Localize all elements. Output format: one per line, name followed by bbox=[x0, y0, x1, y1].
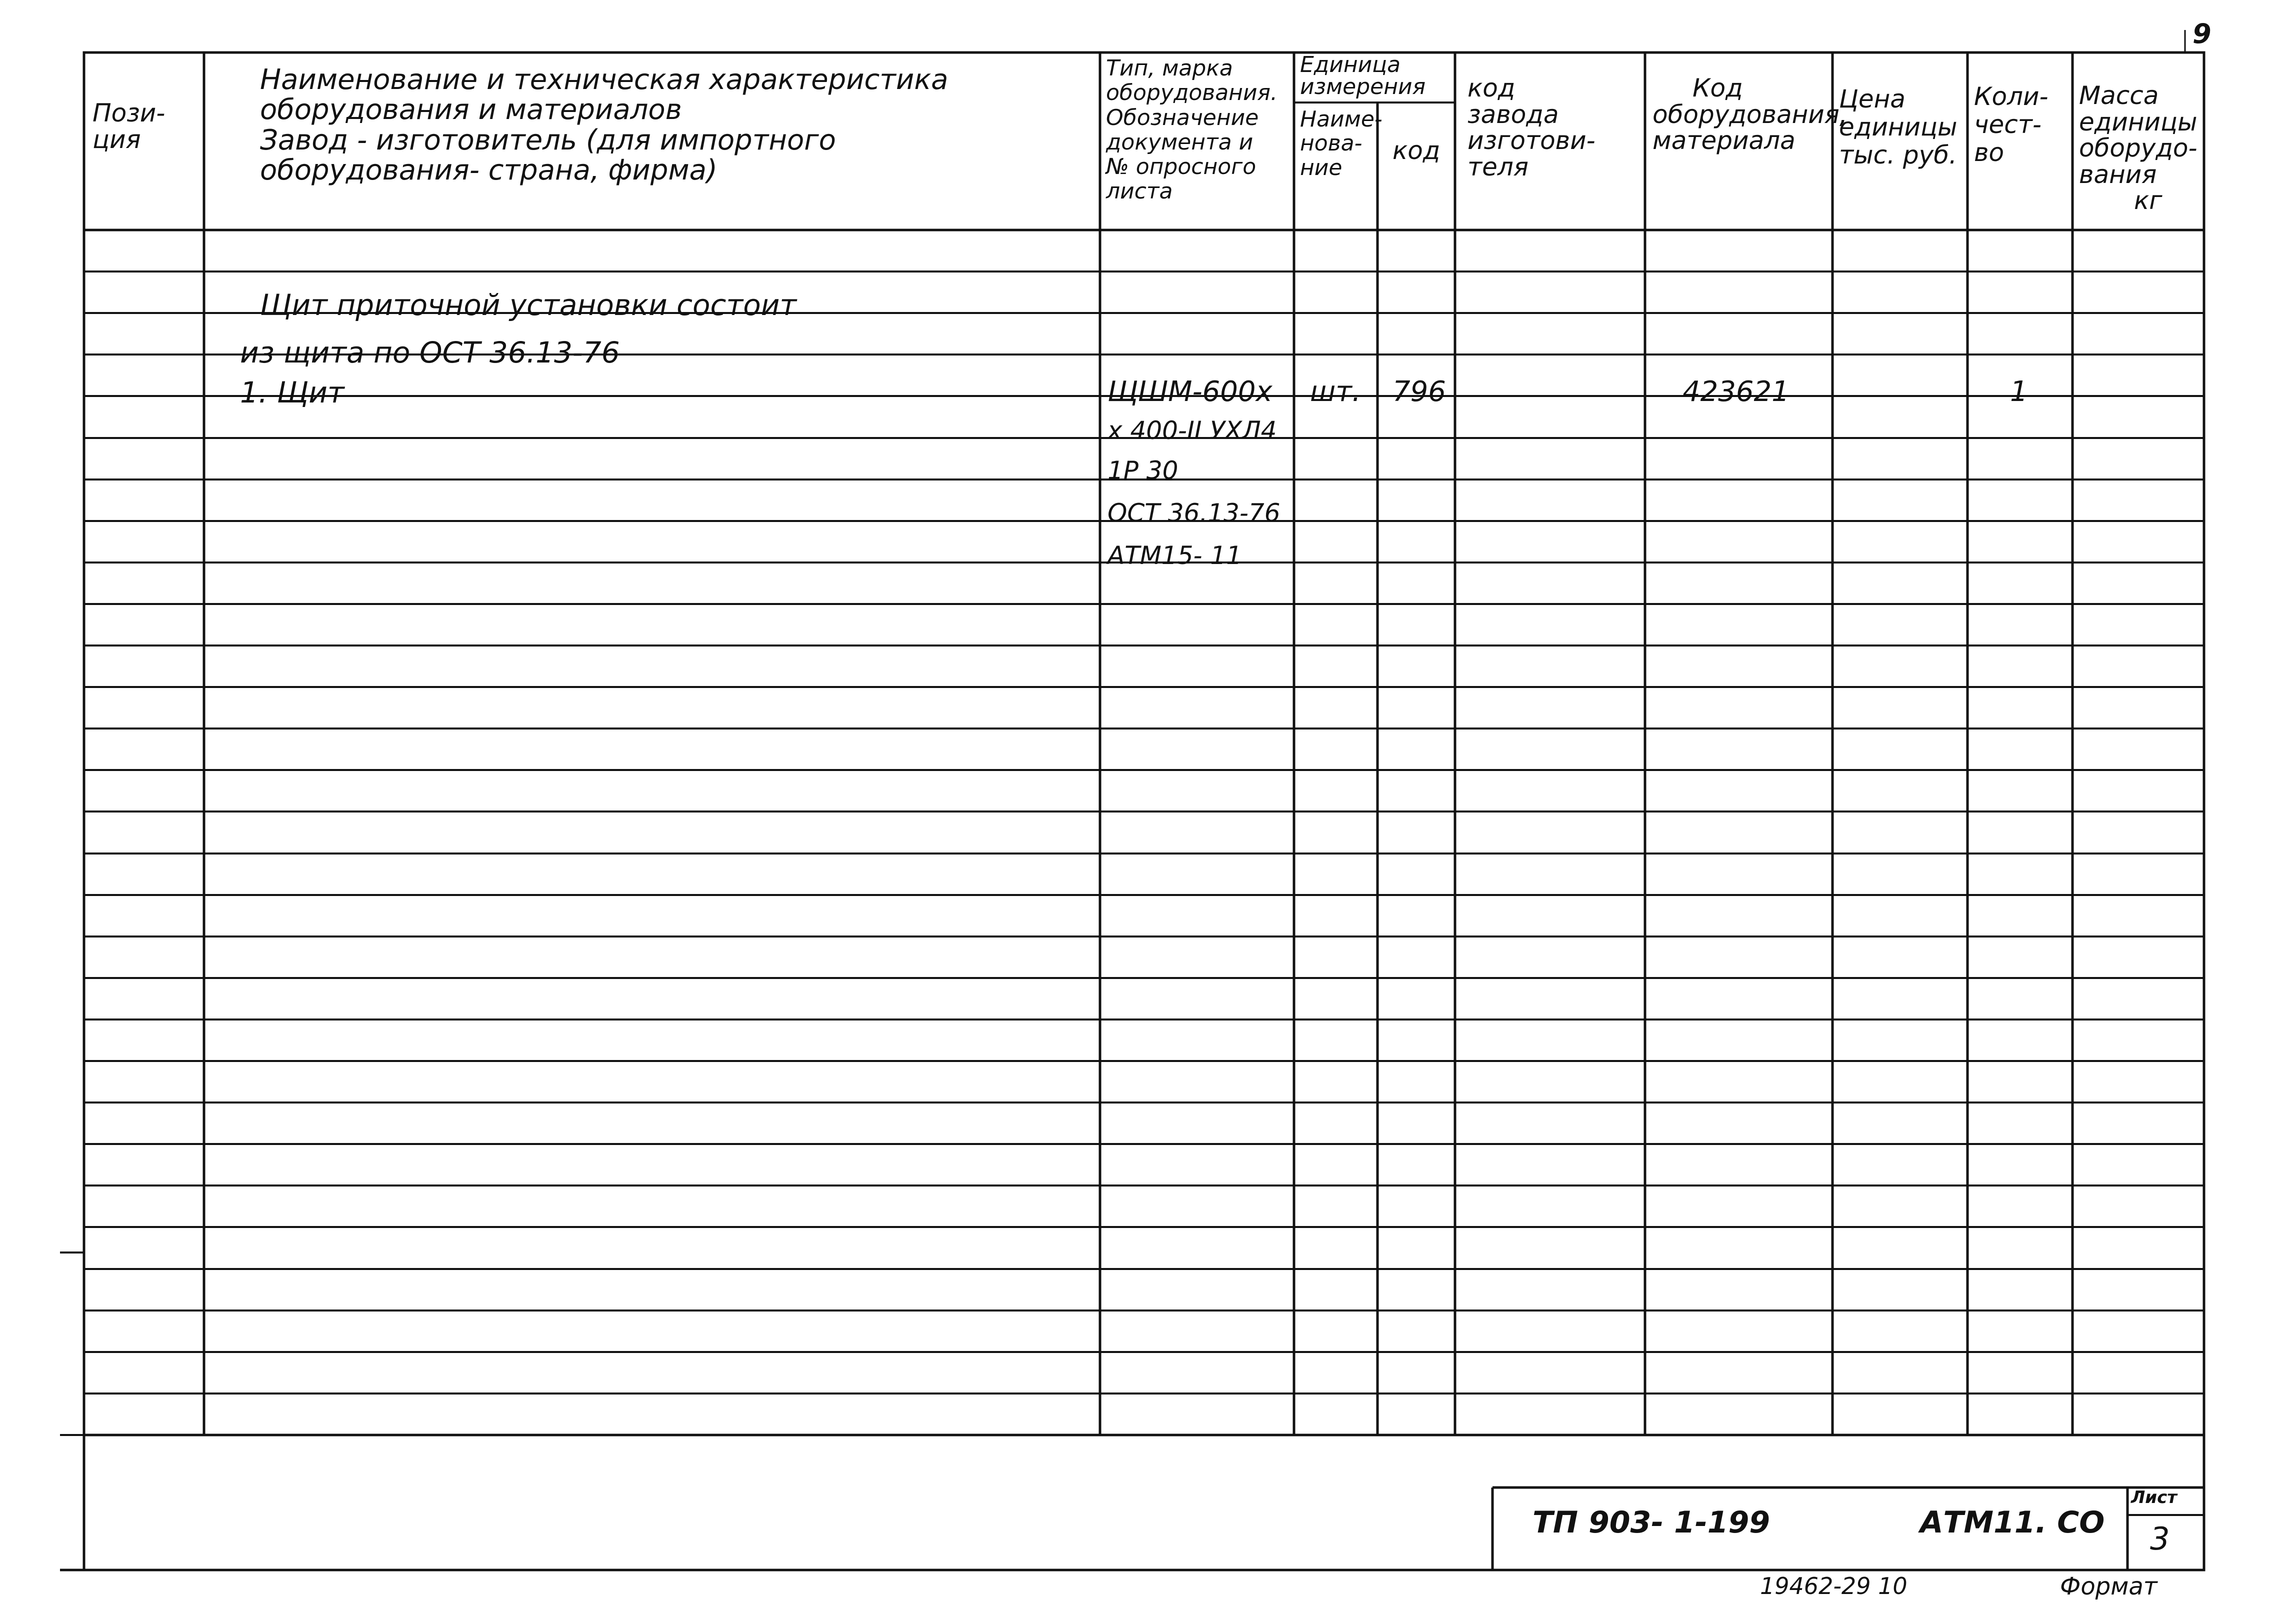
header-price-line: Цена bbox=[1839, 84, 1906, 114]
row-equip-code: 423621 bbox=[1682, 376, 1790, 408]
header-unit-name-line: нова- bbox=[1300, 130, 1362, 156]
header-name-line: оборудования и материалов bbox=[260, 94, 682, 126]
header-equipment-code-line: Код bbox=[1692, 74, 1743, 102]
header-name bbox=[260, 65, 948, 186]
header-type-line: документа и bbox=[1106, 129, 1254, 155]
sheet-number: 3 bbox=[2150, 1520, 2170, 1557]
header-type-line: Обозначение bbox=[1106, 104, 1259, 130]
header-quantity-line: Коли- bbox=[1974, 82, 2048, 111]
doc-number: ТП 903- 1-199 bbox=[1532, 1505, 1770, 1540]
header-unit-name bbox=[1300, 108, 1382, 180]
row-type: АТМ15- 11 bbox=[1108, 541, 1242, 570]
header-name-line: Наименование и техническая характеристика bbox=[260, 64, 948, 96]
header-type-line: Тип, марка bbox=[1106, 56, 1233, 81]
page-number: 9 bbox=[2192, 18, 2212, 50]
header-unit-group-line: измерения bbox=[1300, 74, 1426, 100]
header-equipment-code bbox=[1652, 75, 1848, 154]
row-unit-code: 796 bbox=[1392, 376, 1446, 408]
header-mass-line: оборудо- bbox=[2079, 134, 2198, 162]
header-mass-line: Масса bbox=[2079, 81, 2159, 110]
row-type: ЩШМ-600х bbox=[1108, 376, 1272, 408]
inventory-number: 19462-29 10 bbox=[1760, 1572, 1908, 1600]
header-unit-code: код bbox=[1392, 136, 1440, 165]
row-type: 1Р 30 bbox=[1108, 456, 1178, 485]
row-quantity: 1 bbox=[2010, 376, 2028, 408]
header-type-line: оборудования. bbox=[1106, 80, 1278, 106]
header-price-line: единицы bbox=[1839, 112, 1958, 142]
header-quantity bbox=[1974, 82, 2048, 166]
sheet-label: Лист bbox=[2131, 1488, 2177, 1508]
row-type: х 400-II УХЛ4 bbox=[1108, 416, 1277, 445]
format-label: Формат bbox=[2060, 1572, 2158, 1600]
header-mass-line: единицы bbox=[2079, 107, 2198, 136]
header-factory-code-line: теля bbox=[1468, 152, 1528, 182]
header-quantity-line: во bbox=[1974, 138, 2004, 167]
header-type bbox=[1106, 56, 1278, 204]
header-unit-name-line: ние bbox=[1300, 154, 1342, 180]
header-factory-code-line: изготови- bbox=[1468, 126, 1596, 155]
header-position-line: Пози- bbox=[92, 98, 166, 128]
header-price bbox=[1839, 85, 1958, 169]
header-name-line: оборудования- страна, фирма) bbox=[260, 154, 718, 187]
header-mass bbox=[2079, 82, 2198, 214]
header-factory-code bbox=[1468, 75, 1596, 180]
header-equipment-code-line: материала bbox=[1652, 126, 1796, 155]
header-equipment-code-line: оборудования, bbox=[1652, 100, 1848, 129]
header-type-line: № опросного bbox=[1106, 154, 1256, 180]
header-quantity-line: чест- bbox=[1974, 110, 2042, 139]
header-price-line: тыс. руб. bbox=[1839, 140, 1957, 170]
header-unit-group bbox=[1300, 54, 1426, 98]
header-unit-name-line: Наиме- bbox=[1300, 106, 1382, 132]
header-name-line: Завод - изготовитель (для импортного bbox=[260, 124, 836, 156]
header-unit-group-line: Единица bbox=[1300, 52, 1401, 78]
header-position-line: ция bbox=[92, 124, 141, 154]
header-position bbox=[92, 100, 165, 152]
doc-code: АТМ11. СО bbox=[1920, 1505, 2105, 1540]
row-name: Щит приточной установки состоит bbox=[260, 288, 797, 322]
row-unit: шт. bbox=[1310, 376, 1361, 408]
row-name: из щита по ОСТ 36.13-76 bbox=[240, 336, 620, 370]
header-factory-code-line: завода bbox=[1468, 100, 1559, 129]
header-factory-code-line: код bbox=[1468, 74, 1516, 102]
row-name: 1. Щит bbox=[240, 376, 344, 410]
header-mass-line: кг bbox=[2134, 186, 2162, 215]
header-type-line: листа bbox=[1106, 178, 1173, 204]
header-mass-line: вания bbox=[2079, 160, 2157, 189]
row-type: ОСТ 36.13-76 bbox=[1108, 498, 1280, 528]
